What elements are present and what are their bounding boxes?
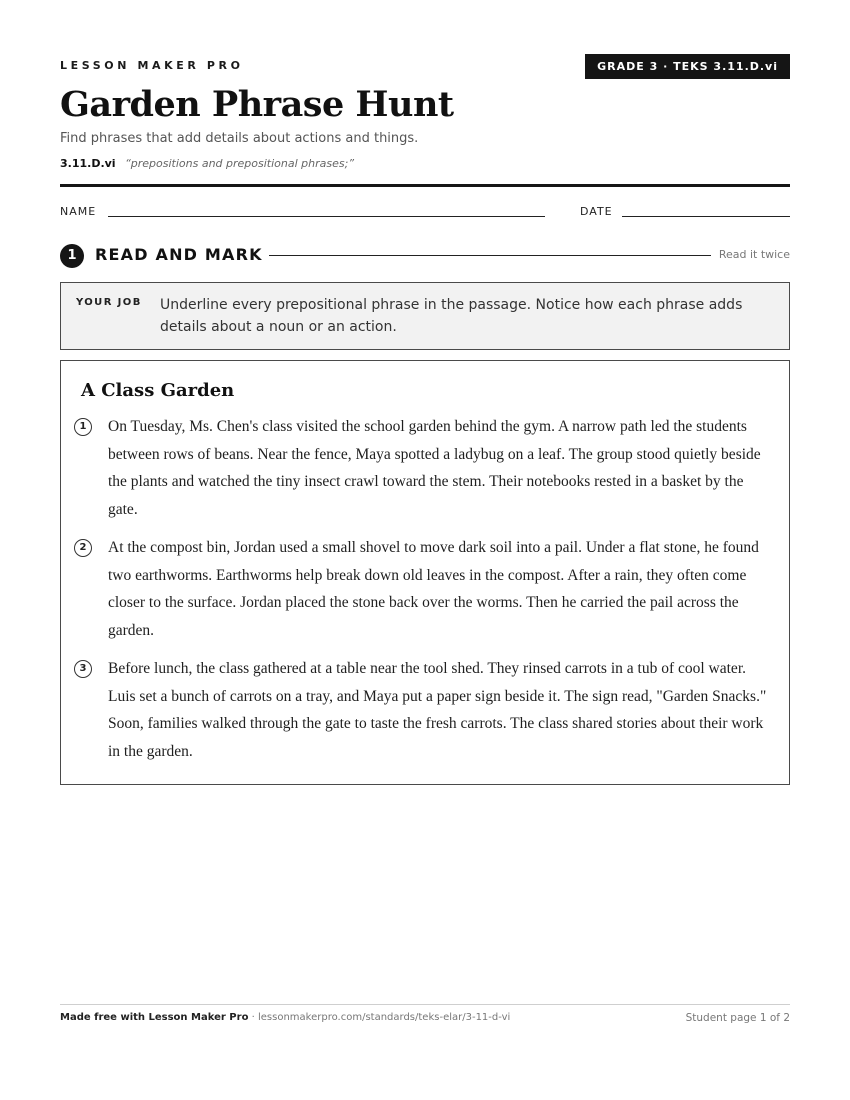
grade-badge: GRADE 3 · TEKS 3.11.D.vi [585,54,790,79]
standard-text: “prepositions and prepositional phrases;” [125,157,355,170]
section-note: Read it twice [718,248,790,261]
date-field[interactable] [622,216,790,217]
section-title: READ AND MARK [95,245,263,264]
paragraph-number: 1 [74,418,92,436]
instructions-box [60,282,790,350]
footer-url[interactable]: lessonmakerpro.com/standards/teks-elar/3-11-d-vi [257,1012,511,1023]
name-field[interactable] [108,216,545,217]
date-label: DATE [580,205,613,218]
instructions-text: Underline every prepositional phrase in the passage. Notice how each phrase adds details about a noun or an action. [160,297,743,335]
paragraph-text[interactable]: At the compost bin, Jordan used a small shovel to move dark soil into a pail. Under a flat stone, he found two earthworms. Earthworms help break down old leaves in the compost. After a rain, they often come closer to the surface. Jordan placed the stone back over the worms. Then he carried the pail across the garden. [108,539,759,639]
footer-brand: Made free with Lesson Maker Pro [60,1012,249,1023]
passage-title: A Class Garden [81,380,235,401]
page-title: Garden Phrase Hunt [60,84,454,125]
footer-credit [60,1012,510,1023]
standard-line [60,157,354,170]
name-label: NAME [60,205,97,218]
standard-code: 3.11.D.vi [60,157,116,170]
paragraph-text[interactable]: Before lunch, the class gathered at a table near the tool shed. They rinsed carrots in a tub of cool water. Luis set a bunch of carrots on a tray, and Maya put a paper sign beside it. The sign read, "Garden Snacks." Soon, families walked through the gate to taste the fresh carrots. The class shared stories about their work in the garden. [108,660,767,760]
footer-divider [60,1004,790,1005]
paragraph-text[interactable]: On Tuesday, Ms. Chen's class visited the school garden behind the gym. A narrow path led the students between rows of beans. Near the fence, Maya spotted a ladybug on a leaf. The group stood quietly beside the plants and watched the tiny insect crawl toward the stem. Their notebooks rested in a basket by the gate. [108,418,761,518]
page-subtitle: Find phrases that add details about actions and things. [60,131,419,146]
footer-separator: · [248,1012,258,1023]
brand-name: LESSON MAKER PRO [60,59,244,72]
page-indicator: Student page 1 of 2 [685,1012,790,1024]
section-divider [269,255,711,256]
instructions-label: YOUR JOB [76,297,142,308]
paragraph-number: 2 [74,539,92,557]
section-number-badge: 1 [60,244,84,268]
header-divider [60,184,790,187]
paragraph-number: 3 [74,660,92,678]
worksheet-page [60,0,790,1100]
